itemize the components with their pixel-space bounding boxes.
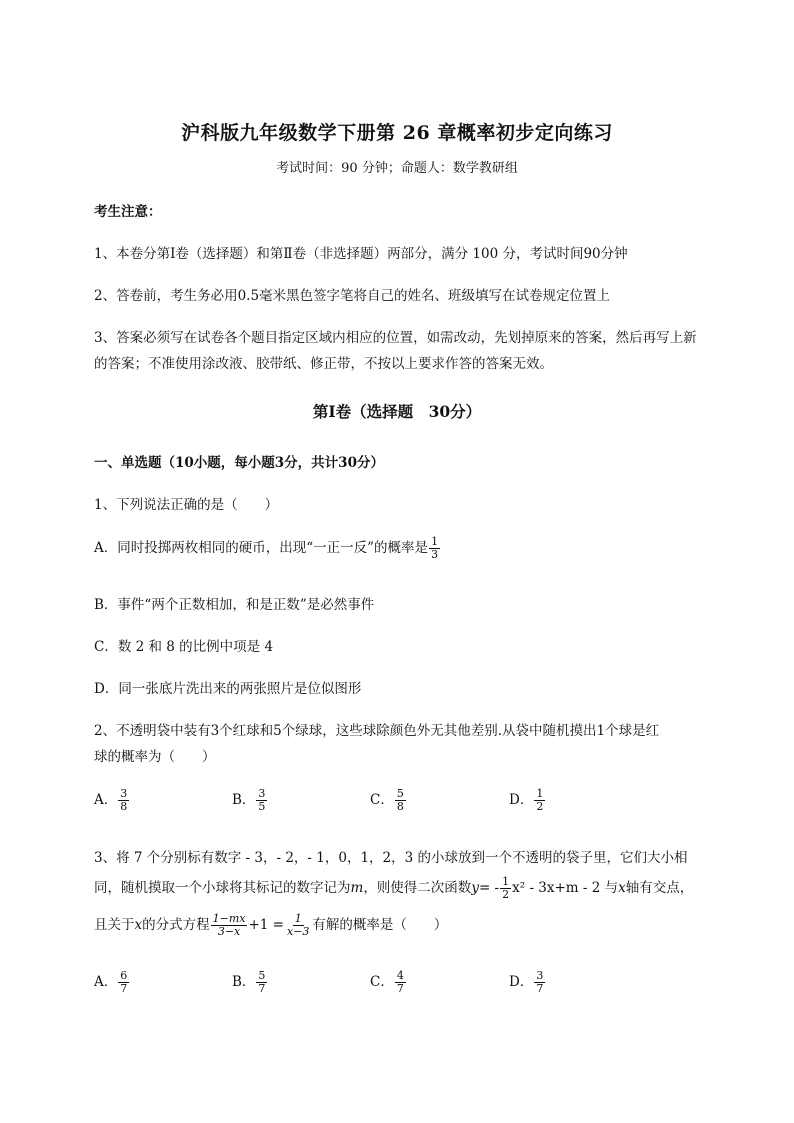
q3-stem-line-1: 3、将 7 个分别标有数字 - 3，- 2，- 1，0，1，2，3 的小球放到一个不透明的袋子里，它们大小相 <box>94 850 688 866</box>
q3-text: +1 = <box>248 917 284 933</box>
q1-option-a-text: A．同时投掷两枚相同的硬币，出现“一正一反”的概率是 <box>94 540 429 556</box>
option-fraction <box>395 788 406 813</box>
fraction-denominator: 7 <box>536 982 544 995</box>
option-label: D． <box>509 792 534 808</box>
q3-text: 同，随机摸取一个小球将其标记的数字记为 <box>94 880 351 896</box>
q2-stem-line-1: 2、不透明袋中装有3个红球和5个绿球，这些球除颜色外无其他差别.从袋中随机摸出1个球是红 <box>94 723 660 739</box>
fraction-denominator: 7 <box>258 982 266 995</box>
q3-text: ，则使得二次函数 <box>363 880 472 896</box>
fraction-denominator: 2 <box>536 800 544 813</box>
q3-text: 且关于 <box>94 917 135 933</box>
fraction-denominator: 5 <box>258 800 266 813</box>
fraction-numerator: 4 <box>396 969 404 982</box>
notice-item-1: 1、本卷分第Ⅰ卷（选择题）和第Ⅱ卷（非选择题）两部分，满分 100 分，考试时间90分钟 <box>94 246 628 262</box>
q2-option-d <box>509 788 546 813</box>
q3-stem-line-3 <box>94 913 447 938</box>
fraction-numerator: 3 <box>120 787 128 800</box>
fraction-numerator: 1 <box>536 787 544 800</box>
fraction-numerator: 1−mx <box>212 912 246 925</box>
q3-variable-x: x <box>134 917 143 933</box>
q3-half-fraction <box>500 876 511 901</box>
option-label: C． <box>370 974 394 990</box>
fraction-numerator: 5 <box>258 969 266 982</box>
q1-option-a <box>94 536 441 561</box>
fraction-numerator: 5 <box>396 787 404 800</box>
q3-option-b <box>232 970 268 995</box>
q1-option-c: C．数 2 和 8 的比例中项是 4 <box>94 639 274 655</box>
notice-heading: 考生注意： <box>94 204 162 220</box>
notice-item-2: 2、答卷前，考生务必用0.5毫米黑色签字笔将自己的姓名、班级填写在试卷规定位置上 <box>94 288 611 304</box>
fraction-denominator: x−3 <box>287 925 310 938</box>
fraction-numerator: 6 <box>120 969 128 982</box>
q3-variable-m: m <box>350 880 364 896</box>
fraction-numerator: 1 <box>431 535 439 548</box>
q1-option-b: B．事件“两个正数相加，和是正数”是必然事件 <box>94 597 375 613</box>
fraction-denominator: 3−x <box>217 925 241 938</box>
q3-stem-line-2 <box>94 876 693 901</box>
option-label: C． <box>370 792 394 808</box>
exam-info: 考试时间：90 分钟；命题人：数学教研组 <box>276 161 518 176</box>
q1-option-a-fraction <box>429 536 440 561</box>
option-fraction <box>256 970 267 995</box>
page-title: 沪科版九年级数学下册第 26 章概率初步定向练习 <box>181 122 613 144</box>
q3-quadratic: x² - 3x+m - 2 与 <box>512 880 619 896</box>
fraction-denominator: 7 <box>120 982 128 995</box>
q2-option-b <box>232 788 268 813</box>
q3-variable-y: y <box>471 880 479 896</box>
fraction-denominator: 2 <box>502 888 510 901</box>
q2-options <box>0 788 794 822</box>
option-fraction <box>395 970 406 995</box>
option-label: D． <box>509 974 534 990</box>
q2-option-a <box>94 788 130 813</box>
q3-option-c <box>370 970 407 995</box>
q1-stem: 1、下列说法正确的是（ ） <box>94 497 279 513</box>
q2-option-c <box>370 788 407 813</box>
q3-variable-x: x <box>618 880 626 896</box>
option-label: B． <box>232 974 256 990</box>
option-label: A． <box>94 792 118 808</box>
fraction-denominator: 7 <box>396 982 404 995</box>
option-fraction <box>256 788 267 813</box>
section-title: 第Ⅰ卷（选择题 30分） <box>312 402 482 421</box>
fraction-numerator: 3 <box>258 787 266 800</box>
fraction-denominator: 8 <box>120 800 128 813</box>
q1-option-d: D．同一张底片洗出来的两张照片是位似图形 <box>94 681 362 697</box>
q3-text: = - <box>478 880 500 896</box>
q3-equation-left-fraction <box>211 913 248 938</box>
option-fraction <box>534 788 545 813</box>
fraction-denominator: 3 <box>431 548 439 561</box>
fraction-numerator: 1 <box>502 875 510 888</box>
notice-item-3-line-2: 的答案；不准使用涂改液、胶带纸、修正带，不按以上要求作答的答案无效。 <box>94 356 553 372</box>
q3-text: 轴有交点， <box>625 880 694 896</box>
q2-stem-line-2: 球的概率为（ ） <box>94 749 216 765</box>
part-heading: 一、单选题（10小题，每小题3分，共计30分） <box>94 455 384 471</box>
fraction-denominator: 8 <box>396 800 404 813</box>
q3-equation-right-fraction <box>285 913 311 938</box>
fraction-numerator: 1 <box>294 912 302 925</box>
option-fraction <box>118 970 129 995</box>
option-fraction <box>118 788 129 813</box>
fraction-numerator: 3 <box>536 969 544 982</box>
option-label: B． <box>232 792 256 808</box>
q3-options <box>0 970 794 1004</box>
q3-text: 有解的概率是（ ） <box>312 917 448 933</box>
q3-option-d <box>509 970 546 995</box>
q3-option-a <box>94 970 130 995</box>
option-label: A． <box>94 974 118 990</box>
q3-text: 的分式方程 <box>142 917 210 933</box>
notice-item-3-line-1: 3、答案必须写在试卷各个题目指定区域内相应的位置，如需改动，先划掉原来的答案，然后再写上新 <box>94 330 697 346</box>
option-fraction <box>534 970 545 995</box>
